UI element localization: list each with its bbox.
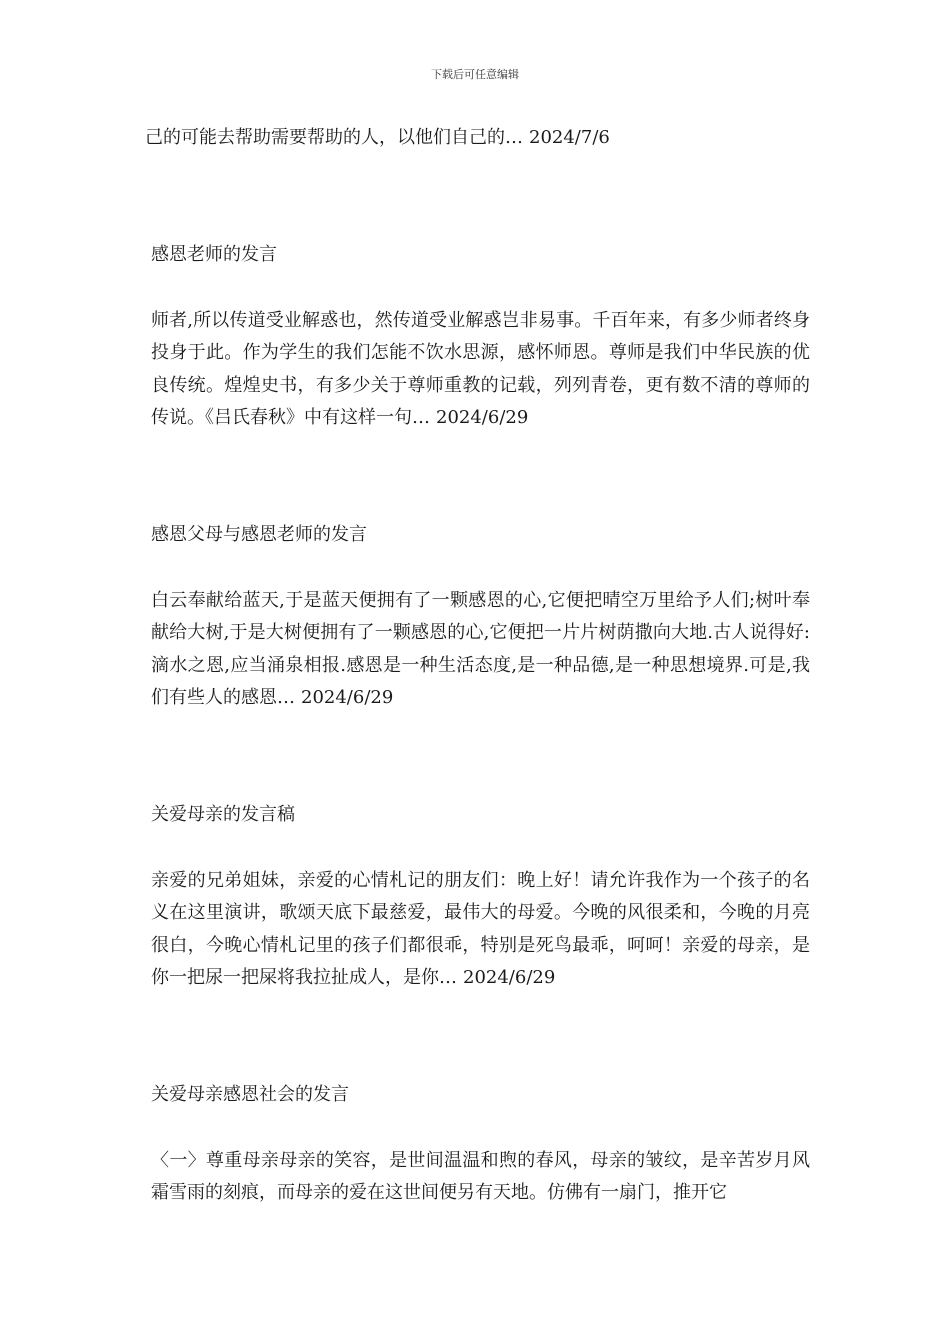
document-body — [145, 122, 810, 1294]
article-2 — [145, 519, 810, 715]
article-title: 关爱母亲感恩社会的发言 — [151, 1083, 349, 1105]
article-1 — [145, 239, 810, 435]
intro-text: 己的可能去帮助需要帮助的人，以他们自己的… — [145, 127, 523, 148]
article-3 — [145, 799, 810, 995]
article-4 — [145, 1079, 810, 1210]
article-excerpt-text: 师者,所以传道受业解惑也，然传道受业解惑岂非易事。千百年来，有多少师者终身投身于此。作为学生的我们怎能不饮水思源，感怀师恩。尊师是我们中华民族的优良传统。煌煌史书，有多少关于尊师重教的记载，列列青卷，更有数不清的尊师的传说。《吕氏春秋》中有这样一句… — [151, 309, 810, 428]
article-excerpt — [145, 1145, 810, 1210]
intro-date: 2024/7/6 — [529, 127, 610, 148]
article-date: 2024/6/29 — [463, 967, 556, 988]
article-excerpt — [145, 585, 810, 715]
article-excerpt-text: 〈一〉尊重母亲母亲的笑容，是世间温温和煦的春风，母亲的皱纹，是辛苦岁月风霜雪雨的刻痕，而母亲的爱在这世间便另有天地。仿佛有一扇门，推开它 — [151, 1149, 810, 1203]
article-date: 2024/6/29 — [301, 687, 394, 708]
article-excerpt — [145, 865, 810, 995]
page-header-note: 下载后可任意编辑 — [431, 68, 519, 81]
article-date: 2024/6/29 — [436, 407, 529, 428]
article-excerpt-text: 亲爱的兄弟姐妹，亲爱的心情札记的朋友们：晚上好！请允许我作为一个孩子的名义在这里演讲，歌颂天底下最慈爱，最伟大的母爱。今晚的风很柔和，今晚的月亮很白，今晚心情札记里的孩子们都很乖，特别是死鸟最乖，呵呵！亲爱的母亲，是你一把尿一把屎将我拉扯成人，是你… — [151, 869, 810, 988]
article-title: 感恩老师的发言 — [151, 243, 277, 265]
article-excerpt — [145, 305, 810, 435]
article-excerpt-text: 白云奉献给蓝天,于是蓝天便拥有了一颗感恩的心,它便把晴空万里给予人们;树叶奉献给大树,于是大树便拥有了一颗感恩的心,它便把一片片树荫撒向大地.古人说得好:滴水之恩,应当涌泉相报.感恩是一种生活态度,是一种品德,是一种思想境界.可是,我们有些人的感恩… — [151, 589, 810, 708]
intro-paragraph — [145, 122, 810, 155]
article-title: 感恩父母与感恩老师的发言 — [151, 523, 367, 545]
article-title: 关爱母亲的发言稿 — [151, 803, 295, 825]
